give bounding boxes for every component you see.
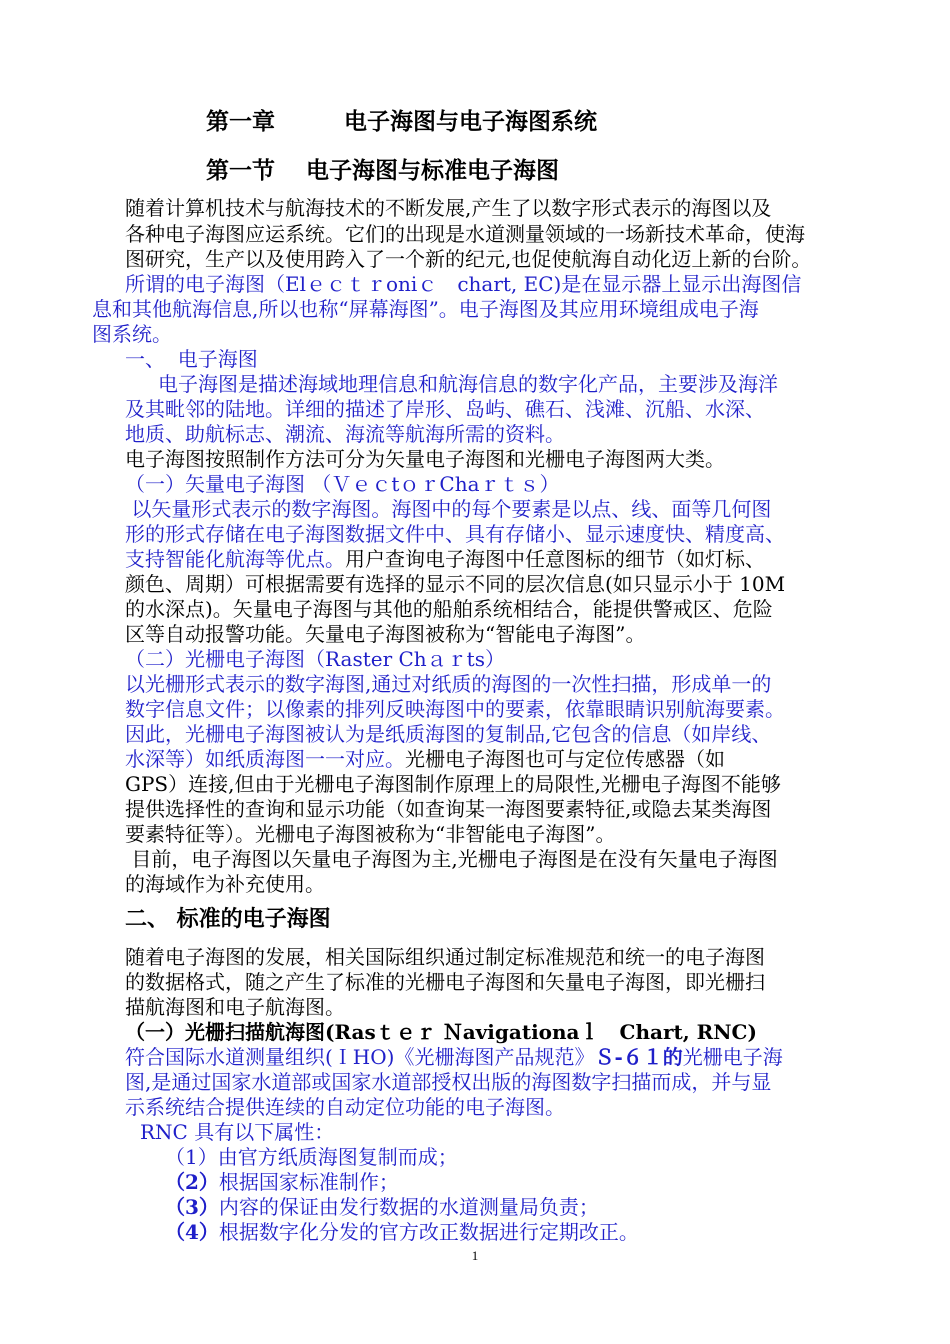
vector-line-6: 区等自动报警功能。矢量电子海图被称为“智能电子海图”。 bbox=[125, 622, 646, 646]
rnc-line-1-c: 光栅电子海 bbox=[682, 1045, 783, 1069]
rnc-prop-text: 由官方纸质海图复制而成； bbox=[217, 1145, 458, 1169]
raster-line-5: GPS）连接,但由于光栅电子海图制作原理上的局限性,光栅电子海图不能够 bbox=[125, 772, 781, 796]
vector-line-4: 颜色、周期）可根据需要有选择的显示不同的层次信息(如只显示小于 10M bbox=[125, 572, 786, 596]
rnc-line-1-a: 符合国际水道测量组织(ＩHO)《光栅海图产品规范》 bbox=[125, 1045, 595, 1069]
rnc-props-label: RNC 具有以下属性： bbox=[140, 1120, 335, 1144]
rnc-heading: （一）光栅扫描航海图(Rasｔｅｒ Ｎavigationaｌ Chart, RNC) bbox=[125, 1020, 757, 1044]
vector-line-5: 的水深点)。矢量电子海图与其他的船舶系统相结合，能提供警戒区、危险 bbox=[125, 597, 773, 621]
heading-one: 一、 电子海图 bbox=[125, 347, 258, 371]
rnc-prop-text: 根据国家标准制作； bbox=[218, 1170, 399, 1194]
current-line-1: 目前，电子海图以矢量电子海图为主,光栅电子海图是在没有矢量电子海图 bbox=[125, 847, 778, 871]
rnc-line-3: 示系统结合提供连续的自动定位功能的电子海图。 bbox=[125, 1095, 565, 1119]
rnc-prop-num: （3） bbox=[165, 1195, 219, 1219]
rnc-standard-id: Ｓ-６１的 bbox=[594, 1045, 683, 1069]
raster-line-4 bbox=[125, 747, 725, 771]
vector-line-3-blue: 支持智能化航海等优点。 bbox=[125, 547, 345, 571]
vector-line-2: 形的形式存储在电子海图数据文件中、具有存储小、显示速度快、精度高、 bbox=[125, 522, 785, 546]
rnc-prop-text: 内容的保证由发行数据的水道测量局负责； bbox=[218, 1195, 599, 1219]
rnc-prop-item bbox=[165, 1170, 399, 1194]
raster-line-1: 以光栅形式表示的数字海图,通过对纸质的海图的一次性扫描，形成单一的 bbox=[125, 672, 772, 696]
definition-line-3: 图系统。 bbox=[92, 322, 172, 346]
def-ec-line-2: 及其毗邻的陆地。详细的描述了岸形、岛屿、礁石、浅滩、沉船、水深、 bbox=[125, 397, 765, 421]
rnc-line-2: 图,是通过国家水道部或国家水道部授权出版的海图数字扫描而成，并与显 bbox=[125, 1070, 772, 1094]
raster-line-3: 因此，光栅电子海图被认为是纸质海图的复制品,它包含的信息（如岸线、 bbox=[125, 722, 772, 746]
intro-line-2: 各种电子海图应运系统。它们的出现是水道测量领域的一场新技术革命，使海 bbox=[125, 222, 805, 246]
rnc-line-1 bbox=[125, 1045, 783, 1069]
def-ec-line-3: 地质、助航标志、潮流、海流等航海所需的资料。 bbox=[125, 422, 565, 446]
current-line-2: 的海域作为补充使用。 bbox=[125, 872, 325, 896]
classification: 电子海图按照制作方法可分为矢量电子海图和光栅电子海图两大类。 bbox=[125, 447, 725, 471]
raster-line-7: 要素特征等）。光栅电子海图被称为“非智能电子海图”。 bbox=[125, 822, 616, 846]
definition-line-1: 所谓的电子海图（Elｅｃｔｒoniｃ chart, EC)是在显示器上显示出海图信 bbox=[125, 272, 802, 296]
heading-two: 二、 标准的电子海图 bbox=[125, 906, 331, 932]
rnc-prop-item bbox=[165, 1220, 639, 1244]
definition-line-2: 息和其他航海信息,所以也称“屏幕海图”。电子海图及其应用环境组成电子海 bbox=[92, 297, 759, 321]
standard-line-2: 的数据格式，随之产生了标准的光栅电子海图和矢量电子海图，即光栅扫 bbox=[125, 970, 765, 994]
standard-line-3: 描航海图和电子航海图。 bbox=[125, 995, 345, 1019]
vector-line-1: 以矢量形式表示的数字海图。海图中的每个要素是以点、线、面等几何图 bbox=[125, 497, 772, 521]
rnc-prop-item bbox=[165, 1195, 599, 1219]
rnc-prop-text: 根据数字化分发的官方改正数据进行定期改正。 bbox=[218, 1220, 639, 1244]
page-number: 1 bbox=[471, 1248, 479, 1263]
intro-line-3: 图研究，生产以及使用跨入了一个新的纪元,也促使航海自动化迈上新的台阶。 bbox=[125, 247, 812, 271]
vector-line-3 bbox=[125, 547, 765, 571]
rnc-prop-num: （4） bbox=[165, 1220, 219, 1244]
raster-heading: （二）光栅电子海图（Raster Chａｒts） bbox=[125, 647, 505, 671]
rnc-prop-item bbox=[165, 1145, 458, 1169]
raster-line-6: 提供选择性的查询和显示功能（如查询某一海图要素特征,或隐去某类海图 bbox=[125, 797, 772, 821]
standard-line-1: 随着电子海图的发展，相关国际组织通过制定标准规范和统一的电子海图 bbox=[125, 945, 765, 969]
raster-line-4-black: 光栅电子海图也可与定位传感器（如 bbox=[405, 747, 725, 771]
vector-heading: （一）矢量电子海图 （ＶｅｃtｏｒChaｒｔｓ） bbox=[125, 472, 560, 496]
section-title: 第一节 电子海图与标准电子海图 bbox=[206, 157, 560, 184]
intro-line-1: 随着计算机技术与航海技术的不断发展,产生了以数字形式表示的海图以及 bbox=[125, 196, 772, 220]
raster-line-2: 数字信息文件；以像素的排列反映海图中的要素，依靠眼睛识别航海要素。 bbox=[125, 697, 785, 721]
chapter-title: 第一章 电子海图与电子海图系统 bbox=[206, 108, 597, 135]
rnc-prop-num: （1） bbox=[165, 1145, 218, 1169]
def-ec-line-1: 电子海图是描述海域地理信息和航海信息的数字化产品，主要涉及海洋 bbox=[158, 372, 778, 396]
raster-line-4-blue: 水深等）如纸质海图一一对应。 bbox=[125, 747, 405, 771]
rnc-prop-num: （2） bbox=[165, 1170, 219, 1194]
vector-line-3-black: 用户查询电子海图中任意图标的细节（如灯标、 bbox=[345, 547, 765, 571]
